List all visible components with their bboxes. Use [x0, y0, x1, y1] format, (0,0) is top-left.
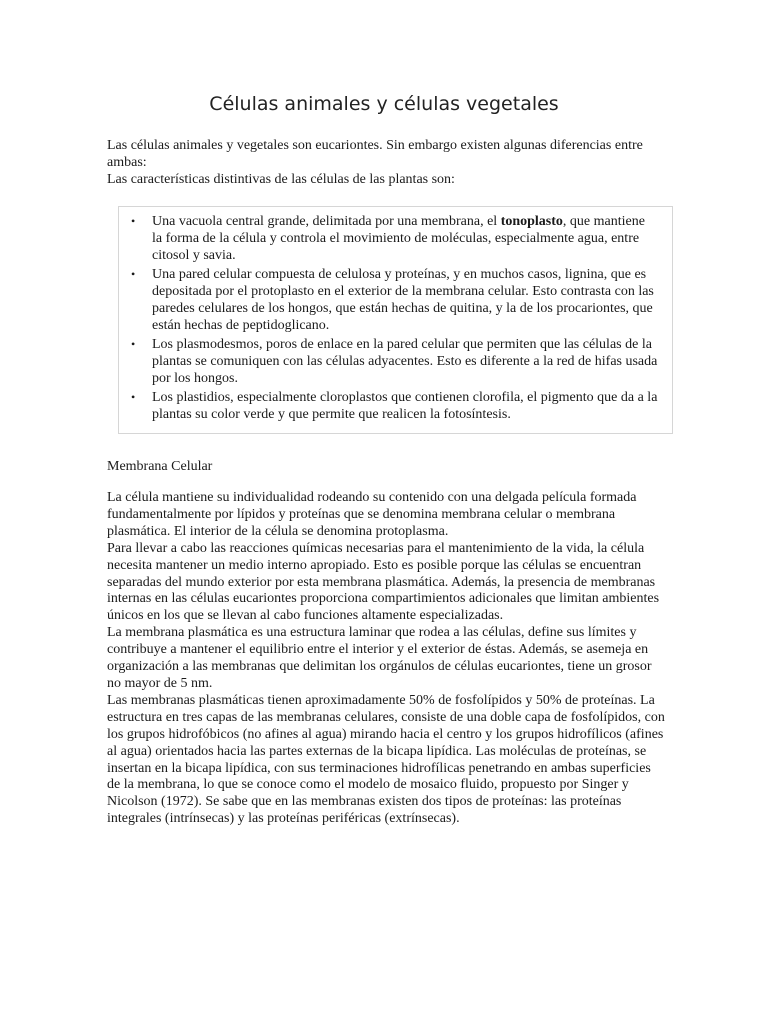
characteristics-box — [118, 206, 673, 434]
bullet-icon: • — [131, 267, 136, 281]
list-item-text: Los plasmodesmos, poros de enlace en la pared celular que permiten que las células de la plantas se comuniquen con las células adyacentes. Esto es diferente a la red de hifas usada por los hongos. — [152, 337, 658, 386]
section-heading: Membrana Celular — [107, 459, 213, 474]
bullet-icon: • — [131, 390, 136, 404]
intro-paragraph: Las características distintivas de las células de las plantas son: — [107, 172, 455, 187]
body-paragraph: La membrana plasmática es una estructura laminar que rodea a las células, define sus límites y contribuye a mantener el equilibrio entre el interior y el exterior de éstas. Además, se asemeja en organización a las membranas que delimitan los orgánulos de células eucariontes, tiene un grosor no mayor de 5 nm. — [107, 625, 652, 691]
page-title: Células animales y células vegetales — [209, 93, 559, 115]
list-item-text: , que mantiene la forma de la célula y controla el movimiento de moléculas, especialmente agua, entre citosol y savia. — [152, 214, 645, 263]
body-paragraph: La célula mantiene su individualidad rodeando su contenido con una delgada película formada fundamentalmente por lípidos y proteínas que se denomina membrana celular o membrana plasmática. El interior de la célula se denomina protoplasma. — [107, 490, 637, 539]
list-item-text: Los plastidios, especialmente cloroplastos que contienen clorofila, el pigmento que da a la plantas su color verde y que permite que realicen la fotosíntesis. — [152, 390, 658, 422]
list-item-text: Una vacuola central grande, delimitada por una membrana, el — [152, 214, 501, 229]
body-section — [107, 490, 667, 828]
list-item — [119, 266, 672, 334]
characteristics-list — [119, 207, 672, 423]
bullet-icon: • — [131, 214, 136, 228]
intro-section — [107, 137, 667, 188]
list-item-text: Una pared celular compuesta de celulosa y proteínas, y en muchos casos, lignina, que es depositada por el protoplasto en el exterior de la membrana celular. Esto contrasta con las paredes celulares de los hongos, que están hechas de quitina, y la de los procariontes, que están hechas de peptidoglicano. — [152, 267, 654, 333]
list-item — [119, 213, 672, 264]
list-item — [119, 389, 672, 423]
bullet-icon: • — [131, 337, 136, 351]
list-item — [119, 336, 672, 387]
list-item-bold-term: tonoplasto — [500, 214, 563, 229]
body-paragraph: Las membranas plasmáticas tienen aproximadamente 50% de fosfolípidos y 50% de proteínas. La estructura en tres capas de las membranas celulares, consiste de una doble capa de fosfolípidos, con los grupos hidrofóbicos (no afines al agua) mirando hacia el centro y los grupos hidrofílicos (afines al agua) orientados hacia las partes externas de la bicapa lipídica. Las moléculas de proteínas, se insertan en la bicapa lipídica, con sus terminaciones hidrofílicas penetrando en ambas superficies de la membrana, lo que se conoce como el modelo de mosaico fluido, propuesto por Singer y Nicolson (1972). Se sabe que en las membranas existen dos tipos de proteínas: las proteínas integrales (intrínsecas) y las proteínas periféricas (extrínsecas). — [107, 692, 665, 827]
intro-paragraph: Las células animales y vegetales son eucariontes. Sin embargo existen algunas diferencias entre ambas: — [107, 138, 643, 170]
body-paragraph: Para llevar a cabo las reacciones químicas necesarias para el mantenimiento de la vida, la célula necesita mantener un medio interno apropiado. Esto es posible porque las células se encuentran separadas del mundo exterior por esta membrana plasmática. Además, la presencia de membranas internas en las células eucariontes proporciona compartimientos adicionales que limitan ambientes únicos en los que se llevan al cabo funciones altamente especializadas. — [107, 540, 660, 624]
